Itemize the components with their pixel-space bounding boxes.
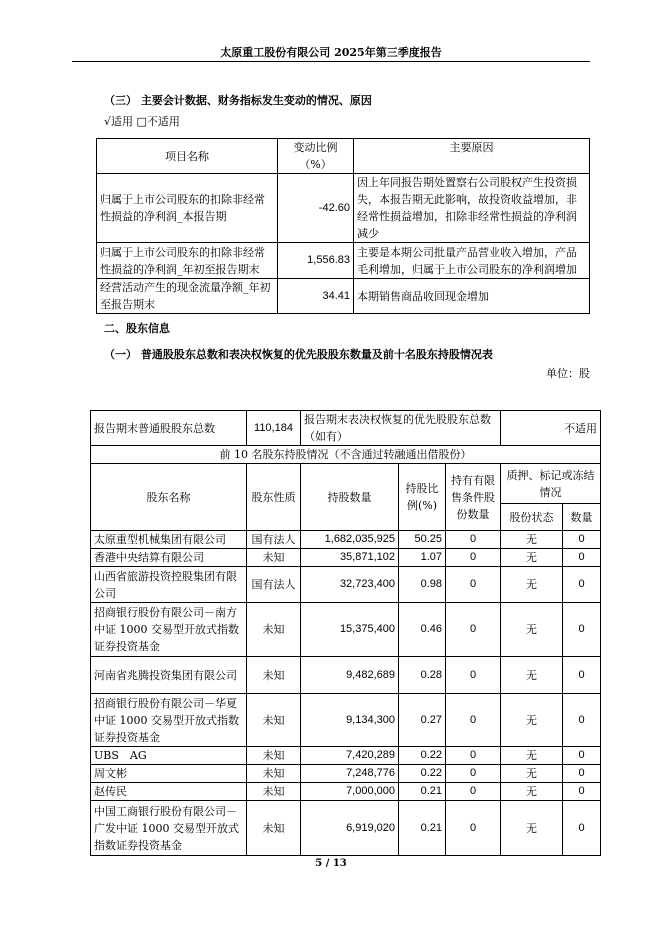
page-header: 太原重工股份有限公司 2025年第三季度报告 <box>220 46 442 59</box>
top10-title: 前 10 名股东持股情况（不含通过转融通出借股份） <box>91 446 601 464</box>
total-holders-value: 110,184 <box>247 411 301 446</box>
share-ratio: 0.46 <box>399 603 446 657</box>
restricted-shares: 0 <box>446 801 501 856</box>
holder-name: 河南省兆腾投资集团有限公司 <box>91 657 247 694</box>
header-rule <box>72 61 590 62</box>
holder-nature: 未知 <box>247 765 301 783</box>
table-row <box>91 549 601 567</box>
restricted-shares: 0 <box>446 783 501 801</box>
restricted-shares: 0 <box>446 657 501 694</box>
holder-nature: 国有法人 <box>247 567 301 603</box>
restricted-shares: 0 <box>446 567 501 603</box>
shares-count: 32,723,400 <box>301 567 399 603</box>
share-ratio: 0.21 <box>399 783 446 801</box>
ratio-cell: -42.60 <box>278 174 354 243</box>
holder-name: 招商银行股份有限公司－南方中证 1000 交易型开放式指数证券投资基金 <box>91 603 247 657</box>
reason-cell: 因上年同报告期处置察右公司股权产生投资损失，本报告期无此影响，故投资收益增加，非经常性损益增加，扣除非经常性损益的净利润减少 <box>354 174 590 243</box>
share-ratio: 0.98 <box>399 567 446 603</box>
table-row <box>91 783 601 801</box>
header-cell: 主要原因 <box>354 139 590 174</box>
header-cell: 股份状态 <box>501 504 563 531</box>
shareholder-table <box>90 410 601 856</box>
shares-count: 7,248,776 <box>301 765 399 783</box>
item-cell: 归属于上市公司股东的扣除非经常性损益的净利润_本报告期 <box>97 174 278 243</box>
holder-nature: 未知 <box>247 549 301 567</box>
table-row <box>91 694 601 747</box>
restricted-shares: 0 <box>446 747 501 765</box>
shares-count: 9,134,300 <box>301 694 399 747</box>
section-title: 二、股东信息 <box>104 322 170 335</box>
pledge-status: 无 <box>501 657 563 694</box>
share-ratio: 0.27 <box>399 694 446 747</box>
pledge-status: 无 <box>501 765 563 783</box>
pledge-count: 0 <box>563 657 601 694</box>
holder-name: 太原重型机械集团有限公司 <box>91 531 247 549</box>
pledge-count: 0 <box>563 694 601 747</box>
shares-count: 7,420,289 <box>301 747 399 765</box>
reason-cell: 本期销售商品收回现金增加 <box>354 279 590 314</box>
pledge-count: 0 <box>563 747 601 765</box>
subsection-title: （一） 普通股股东总数和表决权恢复的优先股股东数量及前十名股东持股情况表 <box>104 348 493 361</box>
shares-count: 35,871,102 <box>301 549 399 567</box>
header-cell: 质押、标记或冻结情况 <box>501 464 601 504</box>
table-row <box>91 567 601 603</box>
header-cell: 股东性质 <box>247 464 301 531</box>
restricted-shares: 0 <box>446 603 501 657</box>
restricted-shares: 0 <box>446 531 501 549</box>
header-cell: 数量 <box>563 504 601 531</box>
shares-count: 6,919,020 <box>301 801 399 856</box>
share-ratio: 0.22 <box>399 747 446 765</box>
item-cell: 归属于上市公司股东的扣除非经常性损益的净利润_年初至报告期末 <box>97 243 278 279</box>
restricted-shares: 0 <box>446 694 501 747</box>
pledge-count: 0 <box>563 603 601 657</box>
change-table <box>96 138 590 314</box>
holder-name: 中国工商银行股份有限公司－广发中证 1000 交易型开放式指数证券投资基金 <box>91 801 247 856</box>
table-row <box>91 603 601 657</box>
share-ratio: 50.25 <box>399 531 446 549</box>
holder-name: 周文彬 <box>91 765 247 783</box>
holder-nature: 未知 <box>247 657 301 694</box>
share-ratio: 0.21 <box>399 801 446 856</box>
pledge-count: 0 <box>563 801 601 856</box>
table-row <box>91 765 601 783</box>
header-cell: 持有有限售条件股份数量 <box>446 464 501 531</box>
pledge-count: 0 <box>563 567 601 603</box>
page-number: 5 / 13 <box>315 858 347 869</box>
pledge-status: 无 <box>501 567 563 603</box>
ratio-cell: 1,556.83 <box>278 243 354 279</box>
holder-nature: 未知 <box>247 801 301 856</box>
pledge-status: 无 <box>501 783 563 801</box>
reason-cell: 主要是本期公司批量产品营业收入增加，产品毛利增加，归属于上市公司股东的净利润增加 <box>354 243 590 279</box>
holder-nature: 未知 <box>247 747 301 765</box>
unit-label: 单位：股 <box>546 367 590 380</box>
restricted-shares: 0 <box>446 549 501 567</box>
share-ratio: 1.07 <box>399 549 446 567</box>
holder-name: 赵传民 <box>91 783 247 801</box>
pref-holders-value: 不适用 <box>501 411 601 446</box>
header-cell: 持股比例(%) <box>399 464 446 531</box>
pledge-status: 无 <box>501 549 563 567</box>
holder-nature: 未知 <box>247 694 301 747</box>
holder-nature: 未知 <box>247 783 301 801</box>
header-cell: 持股数量 <box>301 464 399 531</box>
share-ratio: 0.22 <box>399 765 446 783</box>
pledge-count: 0 <box>563 531 601 549</box>
holder-nature: 未知 <box>247 603 301 657</box>
table-row <box>91 801 601 856</box>
section-title: （三） 主要会计数据、财务指标发生变动的情况、原因 <box>104 94 372 107</box>
pledge-status: 无 <box>501 801 563 856</box>
shares-count: 15,375,400 <box>301 603 399 657</box>
shares-count: 7,000,000 <box>301 783 399 801</box>
table-row <box>91 657 601 694</box>
pledge-status: 无 <box>501 603 563 657</box>
holder-name: 香港中央结算有限公司 <box>91 549 247 567</box>
restricted-shares: 0 <box>446 765 501 783</box>
table-row <box>91 531 601 549</box>
holder-name: 招商银行股份有限公司－华夏中证 1000 交易型开放式指数证券投资基金 <box>91 694 247 747</box>
item-cell: 经营活动产生的现金流量净额_年初至报告期末 <box>97 279 278 314</box>
shares-count: 9,482,689 <box>301 657 399 694</box>
holder-nature: 国有法人 <box>247 531 301 549</box>
ratio-cell: 34.41 <box>278 279 354 314</box>
total-holders-label: 报告期末普通股股东总数 <box>91 411 247 446</box>
pledge-count: 0 <box>563 549 601 567</box>
holder-name: 山西省旅游投资控股集团有限公司 <box>91 567 247 603</box>
table-row <box>91 747 601 765</box>
pledge-count: 0 <box>563 783 601 801</box>
pledge-count: 0 <box>563 765 601 783</box>
share-ratio: 0.28 <box>399 657 446 694</box>
pledge-status: 无 <box>501 694 563 747</box>
holder-name: UBS AG <box>91 747 247 765</box>
shares-count: 1,682,035,925 <box>301 531 399 549</box>
applicable-indicator: √适用 □不适用 <box>104 115 180 128</box>
header-cell: 股东名称 <box>91 464 247 531</box>
header-cell: 项目名称 <box>97 139 278 174</box>
header-cell: 变动比例（%） <box>278 139 354 174</box>
pledge-status: 无 <box>501 531 563 549</box>
pledge-status: 无 <box>501 747 563 765</box>
pref-holders-label: 报告期末表决权恢复的优先股股东总数（如有） <box>301 411 501 446</box>
